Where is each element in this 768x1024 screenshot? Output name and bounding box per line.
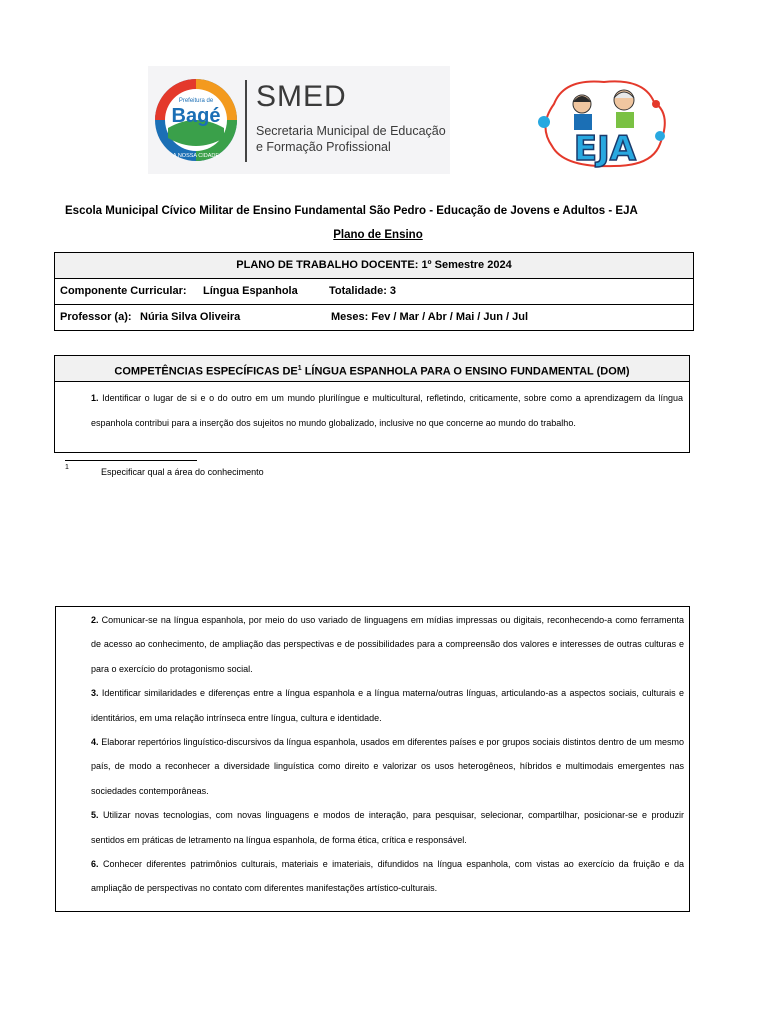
competences-header: COMPETÊNCIAS ESPECÍFICAS $DE^1$ LÍNGUA ESPANHOLA PARA O ENSINO FUNDAMENTAL (DOM): [55, 356, 689, 382]
footnote-separator: [65, 460, 197, 461]
smed-subtitle-line2: e Formação Profissional: [256, 140, 391, 154]
total-label: Totalidade: 3: [329, 285, 397, 297]
svg-text:Bagé: Bagé: [171, 105, 221, 127]
competences-list-continued: [56, 607, 689, 901]
competences-box-continued: [55, 606, 690, 912]
svg-text:EJA: EJA: [573, 129, 637, 169]
competence-number: 5.: [91, 810, 99, 821]
competence-text: Conhecer diferentes patrimônios culturais, materiais e imateriais, difundidos na língua espanhola, com vistas ao exercício da fruição e da ampliação de perspectivas no contato com diferentes manifestações artístico-culturais.: [91, 859, 684, 894]
plan-table-row-teacher: [55, 304, 693, 330]
plan-table-header: PLANO DE TRABALHO DOCENTE: 1º Semestre 2024: [55, 253, 693, 278]
logo-divider: [245, 80, 247, 162]
competence-item: [91, 730, 684, 803]
footnote-mark: 1: [65, 464, 69, 471]
competence-number: 2.: [91, 615, 99, 625]
teacher-value: Núria Silva Oliveira: [140, 311, 241, 323]
months-label: Meses: Fev / Mar / Abr / Mai / Jun / Jul: [331, 311, 529, 323]
competences-list: [55, 382, 689, 435]
competence-text: Identificar similaridades e diferenças entre a língua espanhola e a língua materna/outras línguas, articulando-as a aspectos sociais, culturais e identitários, em uma relação intrínseca entre língua, cultura e identidade.: [91, 688, 684, 723]
school-name: Escola Municipal Cívico Militar de Ensino Fundamental São Pedro - Educação de Jovens e Adultos - EJA: [65, 205, 638, 217]
plan-table-row-component: [55, 278, 693, 304]
competence-number: 3.: [91, 688, 99, 699]
footnote-text: Especificar qual a área do conhecimento: [101, 467, 264, 477]
plan-table: [54, 252, 694, 331]
competence-text: Comunicar-se na língua espanhola, por meio do uso variado de linguagens em mídias impressas ou digitais, reconhecendo-a como ferramenta de acesso ao conhecimento, de ampliação das perspectivas e de possibilidades para a compreensão dos valores e interesses de outras culturas e para o exercício do protagonismo social.: [91, 615, 684, 674]
competence-number: 4.: [91, 737, 99, 748]
eja-logo: [534, 74, 676, 170]
competences-box: [54, 355, 690, 453]
competence-text: Elaborar repertórios linguístico-discursivos da língua espanhola, usados em diferentes países e por grupos sociais distintos dentro de um mesmo país, de modo a reconhecer a diversidade linguística como direito e valorizar os usos heterogêneos, híbridos e multimodais emergentes nas sociedades contemporâneas.: [91, 737, 684, 796]
svg-text:A NOSSA CIDADE: A NOSSA CIDADE: [172, 153, 220, 159]
competence-item: [91, 681, 684, 730]
competence-item: [91, 386, 683, 435]
footnote-ref: 1: [297, 365, 302, 372]
teacher-label: Professor (a):: [60, 311, 132, 323]
competence-number: 1.: [91, 393, 99, 403]
plan-title: Plano de Ensino: [333, 229, 423, 241]
component-value: Língua Espanhola: [203, 285, 298, 297]
competence-text: Identificar o lugar de si e o do outro em um mundo plurilíngue e multicultural, refletindo, criticamente, sobre como a aprendizagem da língua espanhola contribui para a inserção dos sujeitos no mundo globalizado, inclusive no que concerne ao mundo do trabalho.: [91, 393, 683, 428]
smed-logo: [148, 66, 450, 174]
competence-number: 6.: [91, 859, 99, 870]
svg-text:Prefeitura de: Prefeitura de: [178, 98, 214, 104]
competence-item: [91, 803, 684, 852]
competence-item: [91, 608, 684, 681]
smed-subtitle-line1: Secretaria Municipal de Educação: [256, 124, 446, 138]
smed-title: SMED: [256, 80, 347, 113]
competence-text: Utilizar novas tecnologias, com novas linguagens e modos de interação, para pesquisar, selecionar, compartilhar, posicionar-se e produzir sentidos em práticas de letramento na língua espanhola, de forma ética, crítica e responsável.: [91, 810, 684, 845]
bage-city-logo: [154, 78, 238, 162]
competence-item: [91, 852, 684, 901]
component-label: Componente Curricular:: [60, 285, 187, 297]
